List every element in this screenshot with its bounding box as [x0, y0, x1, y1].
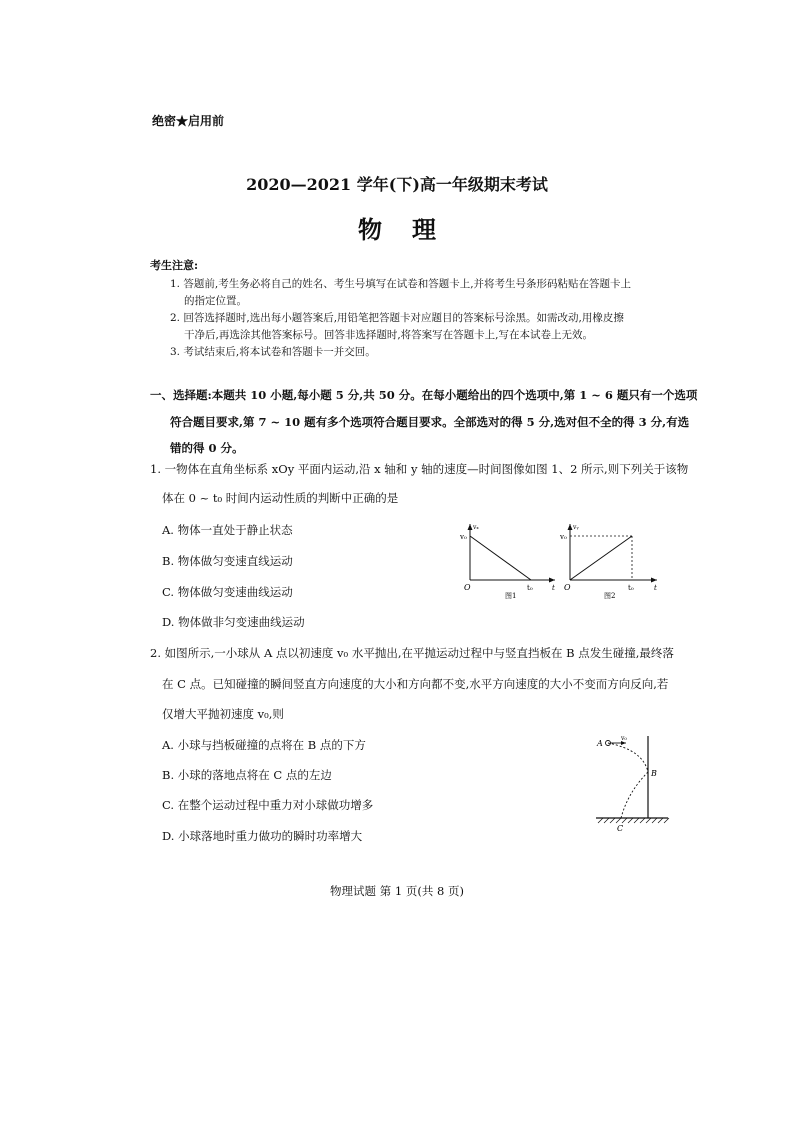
trajectory-to-c	[621, 772, 648, 818]
question-2-stem: 在 C 点。已知碰撞的瞬间竖直方向速度的大小和方向都不变,水平方向速度的大小不变而方向反向,若	[162, 677, 669, 691]
velocity-time-figures	[455, 518, 665, 603]
section-heading-line: 符合题目要求,第 7 ~ 10 题有多个选项符合题目要求。全部选对的得 5 分,选对但不全的得 3 分,有选	[170, 415, 690, 429]
notice-line: 3. 考试结束后,将本试卷和答题卡一并交回。	[170, 346, 376, 358]
trajectory-to-b	[608, 743, 648, 772]
fig1-t0-label: t₀	[527, 584, 533, 592]
question-2-option-c: C. 在整个运动过程中重力对小球做功增多	[162, 798, 374, 812]
fig2-t0-label: t₀	[628, 584, 634, 592]
projectile-figure	[588, 730, 678, 835]
point-b-label: B	[651, 769, 657, 778]
notice-line: 2. 回答选择题时,选出每小题答案后,用铅笔把答题卡对应题目的答案标号涂黑。如需改动,用橡皮擦	[170, 312, 624, 324]
fig1-v0-label: v₀	[460, 533, 467, 541]
question-2-stem: 仅增大平抛初速度 v₀,则	[162, 707, 284, 721]
question-1-option-b: B. 物体做匀变速直线运动	[162, 554, 293, 568]
question-2-option-d: D. 小球落地时重力做功的瞬时功率增大	[162, 829, 363, 843]
question-1-option-c: C. 物体做匀变速曲线运动	[162, 585, 293, 599]
fig1-caption: 图1	[505, 592, 517, 600]
notice-line: 干净后,再选涂其他答案标号。回答非选择题时,将答案写在答题卡上,写在本试卷上无效。	[184, 329, 594, 341]
exam-title: 2020—2021 学年(下)高一年级期末考试	[246, 175, 548, 194]
question-2-option-b: B. 小球的落地点将在 C 点的左边	[162, 768, 332, 782]
question-1-option-a: A. 物体一直处于静止状态	[162, 523, 293, 537]
point-a-label: A	[597, 739, 603, 748]
section-heading: 一、选择题:本题共 10 小题,每小题 5 分,共 50 分。在每小题给出的四个选项中,第 1 ~ 6 题只有一个选项	[150, 388, 698, 402]
notice-line: 1. 答题前,考生务必将自己的姓名、考生号填写在试卷和答题卡上,并将考生号条形码粘贴在答题卡上	[170, 278, 632, 290]
notice-line: 的指定位置。	[184, 295, 247, 307]
v0-label: v₀	[621, 735, 627, 742]
fig2-v0-label: v₀	[560, 533, 567, 541]
fig1-y-label: vₓ	[473, 524, 479, 531]
question-2-option-a: A. 小球与挡板碰撞的点将在 B 点的下方	[162, 738, 366, 752]
page-footer: 物理试题 第 1 页(共 8 页)	[330, 884, 464, 898]
question-1-option-d: D. 物体做非匀变速曲线运动	[162, 615, 305, 629]
question-1-stem: 1. 一物体在直角坐标系 xOy 平面内运动,沿 x 轴和 y 轴的速度—时间图像如图 1、2 所示,则下列关于该物	[150, 462, 689, 476]
point-c-label: C	[617, 824, 624, 833]
ground-hatching	[598, 818, 669, 823]
question-2-stem: 2. 如图所示,一小球从 A 点以初速度 v₀ 水平抛出,在平抛运动过程中与竖直挡板在 B 点发生碰撞,最终落	[150, 646, 674, 660]
fig1-x-label: t	[552, 584, 555, 592]
fig2-caption: 图2	[604, 592, 616, 600]
figure-1	[459, 524, 555, 600]
fig2-y-label: vᵧ	[573, 524, 579, 531]
confidential-mark: 绝密★启用前	[152, 114, 225, 128]
fig2-origin: O	[564, 583, 571, 592]
section-heading-line: 错的得 0 分。	[170, 441, 244, 455]
question-1-stem: 体在 0 ~ t₀ 时间内运动性质的判断中正确的是	[162, 491, 399, 505]
fig2-x-label: t	[654, 584, 657, 592]
figure-2	[559, 524, 657, 600]
subject-title: 物理	[358, 215, 466, 244]
notice-heading: 考生注意:	[150, 259, 199, 272]
fig1-origin: O	[464, 583, 471, 592]
